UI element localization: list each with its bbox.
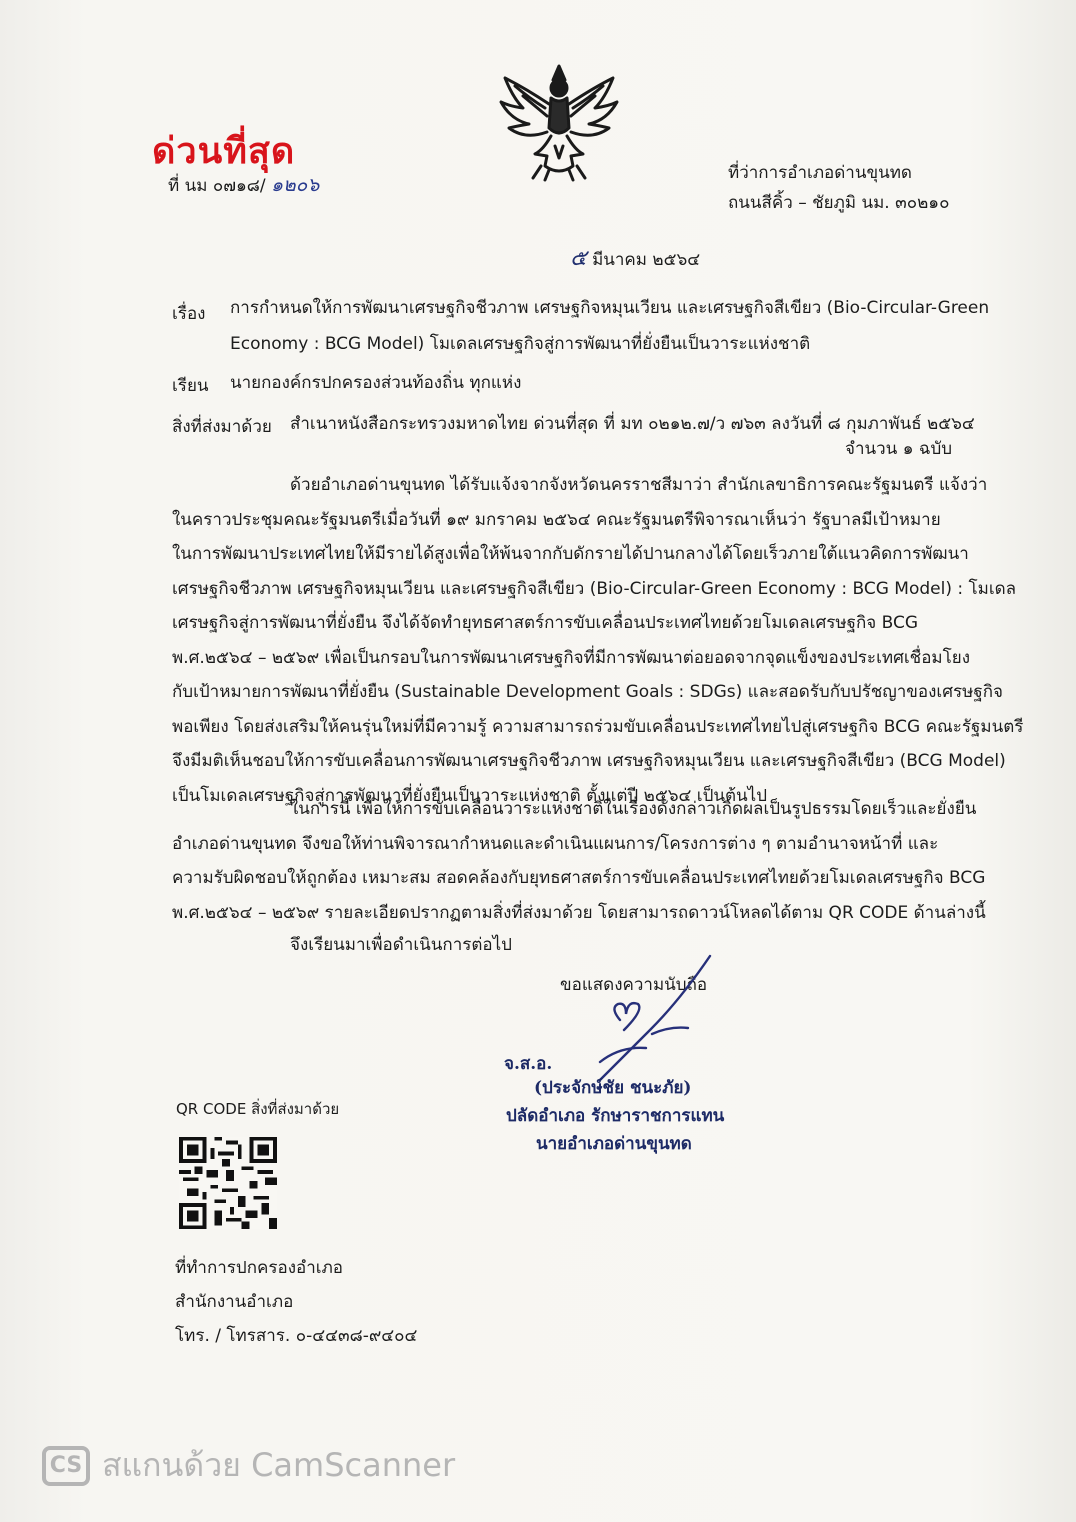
office-line-1: ที่ว่าการอำเภอด่านขุนทด xyxy=(728,163,912,183)
subject-line-2: Economy : BCG Model) โมเดลเศรษฐกิจสู่การพัฒนาที่ยั่งยืนเป็นวาระแห่งชาติ xyxy=(230,334,811,354)
qr-code-icon[interactable] xyxy=(179,1137,277,1229)
camscanner-text: สแกนด้วย CamScanner xyxy=(102,1446,456,1484)
regards-line: ขอแสดงความนับถือ xyxy=(560,975,708,995)
para1-line-2: ในคราวประชุมคณะรัฐมนตรีเมื่อวันที่ ๑๙ มกราคม ๒๕๖๔ คณะรัฐมนตรีพิจารณาเห็นว่า รัฐบาลมีเป้าหมาย xyxy=(172,509,941,530)
para1-line-9: จึงมีมติเห็นชอบให้การขับเคลื่อนการพัฒนาเศรษฐกิจชีวภาพ เศรษฐกิจหมุนเวียน และเศรษฐกิจสีเขียว (BCG Model) xyxy=(172,751,1006,771)
recipient-value: นายกองค์กรปกครองส่วนท้องถิ่น ทุกแห่ง xyxy=(230,373,522,393)
camscanner-watermark xyxy=(42,1440,455,1491)
enclosure-line-1: สำเนาหนังสือกระทรวงมหาดไทย ด่วนที่สุด ที่ มท ๐๒๑๒.๗/ว ๗๖๓ ลงวันที่ ๘ กุมภาพันธ์ ๒๕๖๔ xyxy=(290,414,975,434)
signer-name: (ประจักษ์ชัย ชนะภัย) xyxy=(534,1078,692,1098)
closing-line: จึงเรียนมาเพื่อดำเนินการต่อไป xyxy=(290,935,512,955)
garuda-emblem-icon xyxy=(495,58,623,186)
contact-line-3: โทร. / โทรสาร. ๐-๔๔๓๘-๙๔๐๔ xyxy=(175,1326,418,1346)
signer-title-1: ปลัดอำเภอ รักษาราชการแทน xyxy=(506,1106,725,1126)
subject-label: เรื่อง xyxy=(172,304,206,324)
date-month-year: มีนาคม ๒๕๖๔ xyxy=(592,250,701,270)
subject-text xyxy=(230,290,989,362)
qr-caption: QR CODE สิ่งที่ส่งมาด้วย xyxy=(176,1100,340,1118)
document-date xyxy=(570,240,700,275)
body-paragraph-2 xyxy=(172,792,992,930)
contact-line-1: ที่ทำการปกครองอำเภอ xyxy=(175,1258,344,1278)
para1-line-10: เป็นโมเดลเศรษฐกิจสู่การพัฒนาที่ยั่งยืนเป็นวาระแห่งชาติ ตั้งแต่ปี ๒๕๖๔ เป็นต้นไป xyxy=(172,785,767,806)
para1-line-1: ด้วยอำเภอด่านขุนทด ได้รับแจ้งจากจังหวัดนครราชสีมาว่า สำนักเลขาธิการคณะรัฐมนตรี แจ้งว่า xyxy=(290,475,988,495)
para2-line-4: พ.ศ.๒๕๖๔ – ๒๕๖๙ รายละเอียดปรากฏตามสิ่งที่ส่งมาด้วย โดยสามารถดาวน์โหลดได้ตาม QR CODE ด้านล่างนี้ xyxy=(172,902,986,923)
contact-block xyxy=(175,1251,417,1353)
para1-line-4: เศรษฐกิจชีวภาพ เศรษฐกิจหมุนเวียน และเศรษฐกิจสีเขียว (Bio-Circular-Green Economy : BCG Model) : โมเดล xyxy=(172,578,1017,599)
para2-line-3: ความรับผิดชอบให้ถูกต้อง เหมาะสม สอดคล้องกับยุทธศาสตร์การขับเคลื่อนประเทศไทยด้วยโมเดลเศรษฐกิจ BCG xyxy=(172,868,986,888)
office-line-2: ถนนสีคิ้ว – ชัยภูมิ นม. ๓๐๒๑๐ xyxy=(728,193,950,213)
office-address xyxy=(728,158,949,218)
para1-line-8: พอเพียง โดยส่งเสริมให้คนรุ่นใหม่ที่มีความรู้ ความสามารถร่วมขับเคลื่อนประเทศไทยไปสู่เศรษฐกิจ BCG คณะรัฐมนตรี xyxy=(172,716,1024,737)
document-number-prefix: ที่ นม ๐๗๑๘/ xyxy=(168,176,266,196)
enclosure-label: สิ่งที่ส่งมาด้วย xyxy=(172,417,272,437)
signer-title-2: นายอำเภอด่านขุนทด xyxy=(536,1134,692,1154)
para2-line-1: ในการนี้ เพื่อให้การขับเคลื่อนวาระแห่งชาติในเรื่องดังกล่าวเกิดผลเป็นรูปธรรมโดยเร็วและยั่งยืน xyxy=(290,799,977,819)
para1-line-6: พ.ศ.๒๕๖๔ – ๒๕๖๙ เพื่อเป็นกรอบในการพัฒนาเศรษฐกิจที่มีการพัฒนาต่อยอดจากจุดแข็งของประเทศเชื่อมโยง xyxy=(172,647,971,668)
recipient-label: เรียน xyxy=(172,376,209,396)
camscanner-logo-icon: CS xyxy=(42,1446,90,1486)
subject-line-1: การกำหนดให้การพัฒนาเศรษฐกิจชีวภาพ เศรษฐกิจหมุนเวียน และเศรษฐกิจสีเขียว (Bio-Circular-Green xyxy=(230,298,990,318)
enclosure-line-2: จำนวน ๑ ฉบับ xyxy=(845,439,953,459)
para1-line-7: กับเป้าหมายการพัฒนาที่ยั่งยืน (Sustainable Development Goals : SDGs) และสอดรับกับปรัชญาของเศรษฐกิจ xyxy=(172,682,1003,702)
document-number xyxy=(168,170,319,200)
date-day-handwritten: ๕ xyxy=(570,246,587,271)
contact-line-2: สำนักงานอำเภอ xyxy=(175,1292,294,1312)
urgency-heading: ด่วนที่สุด xyxy=(152,130,296,172)
body-paragraph-1 xyxy=(172,468,1024,813)
para1-line-5: เศรษฐกิจสู่การพัฒนาที่ยั่งยืน จึงได้จัดทำยุทธศาสตร์การขับเคลื่อนประเทศไทยด้วยโมเดลเศรษฐกิจ BCG xyxy=(172,613,919,633)
document-number-handwritten: ๑๒๐๖ xyxy=(271,174,320,196)
para1-line-3: ในการพัฒนาประเทศไทยให้มีรายได้สูงเพื่อให้พ้นจากกับดักรายได้ปานกลางได้โดยเร็วภายใต้แนวคิดการพัฒนา xyxy=(172,544,969,564)
para2-line-2: อำเภอด่านขุนทด จึงขอให้ท่านพิจารณากำหนดและดำเนินแผนการ/โครงการต่าง ๆ ตามอำนาจหน้าที่ และ xyxy=(172,833,939,854)
signature-rank-prefix: จ.ส.อ. xyxy=(504,1054,553,1074)
